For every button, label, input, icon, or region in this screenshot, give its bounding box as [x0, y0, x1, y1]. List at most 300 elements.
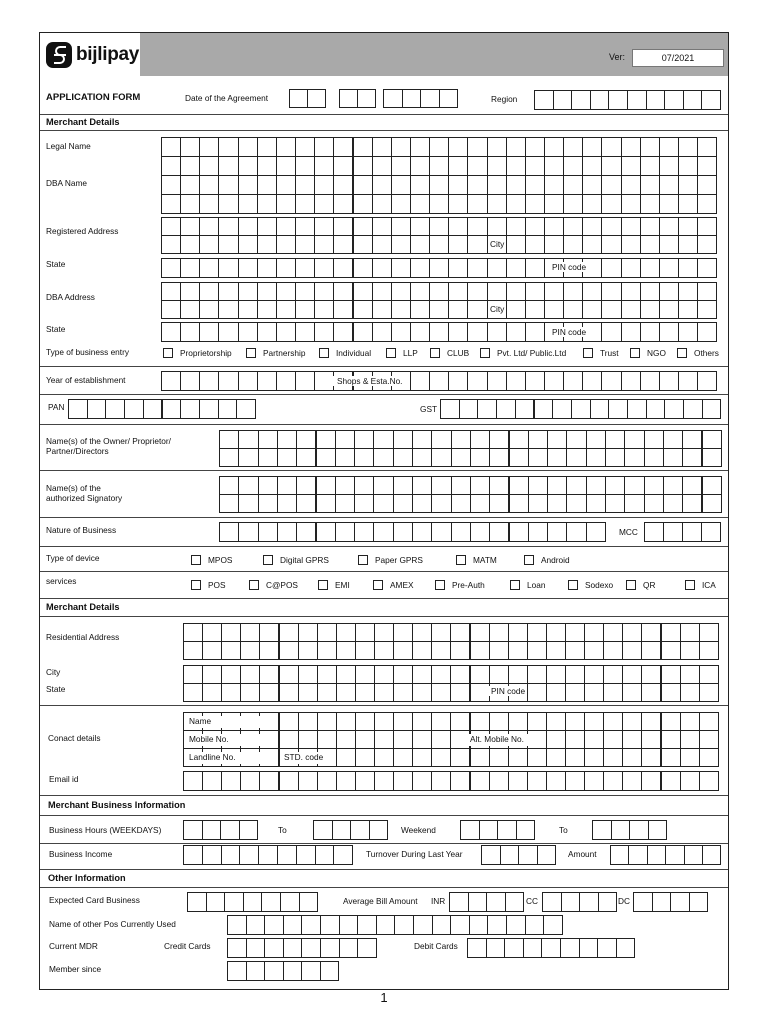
char-box[interactable] — [429, 156, 449, 176]
char-box[interactable] — [586, 430, 606, 449]
char-box[interactable] — [566, 476, 586, 495]
char-box[interactable] — [565, 712, 585, 731]
char-box[interactable] — [646, 399, 666, 419]
char-box[interactable] — [301, 938, 321, 958]
char-box[interactable] — [238, 175, 258, 195]
char-box[interactable] — [506, 175, 526, 195]
char-box[interactable] — [202, 771, 222, 791]
checkbox[interactable] — [358, 555, 368, 565]
char-box[interactable] — [571, 90, 591, 110]
char-box[interactable] — [161, 156, 181, 176]
char-box[interactable] — [410, 258, 430, 278]
char-box[interactable] — [276, 322, 296, 342]
char-box[interactable] — [641, 730, 661, 749]
char-box[interactable] — [664, 399, 684, 419]
char-box[interactable] — [333, 300, 353, 319]
char-box[interactable] — [470, 494, 490, 513]
char-box[interactable] — [699, 641, 719, 660]
other-pos-field[interactable] — [227, 915, 562, 934]
char-box[interactable] — [504, 938, 524, 958]
char-box[interactable] — [525, 300, 545, 319]
char-box[interactable] — [180, 322, 200, 342]
char-box[interactable] — [547, 430, 567, 449]
checkbox[interactable] — [456, 555, 466, 565]
char-box[interactable] — [276, 282, 296, 301]
char-box[interactable] — [563, 235, 583, 254]
turnover-field[interactable] — [481, 845, 555, 864]
char-box[interactable] — [357, 915, 377, 935]
char-box[interactable] — [277, 522, 297, 542]
char-box[interactable] — [547, 494, 567, 513]
char-box[interactable] — [180, 258, 200, 278]
char-box[interactable] — [621, 194, 641, 214]
char-box[interactable] — [218, 194, 238, 214]
char-box[interactable] — [644, 494, 664, 513]
checkbox[interactable] — [568, 580, 578, 590]
char-box[interactable] — [608, 399, 628, 419]
char-box[interactable] — [412, 771, 432, 791]
char-box[interactable] — [257, 137, 277, 157]
char-box[interactable] — [259, 641, 279, 660]
char-box[interactable] — [448, 300, 468, 319]
dba-address-field[interactable] — [161, 282, 716, 318]
char-box[interactable] — [314, 282, 334, 301]
char-box[interactable] — [355, 748, 375, 767]
char-box[interactable] — [316, 494, 336, 513]
char-box[interactable] — [143, 399, 163, 419]
char-box[interactable] — [467, 137, 487, 157]
char-box[interactable] — [431, 494, 451, 513]
char-box[interactable] — [470, 683, 490, 702]
char-box[interactable] — [429, 194, 449, 214]
char-box[interactable] — [431, 683, 451, 702]
char-box[interactable] — [238, 156, 258, 176]
char-box[interactable] — [527, 665, 547, 684]
char-box[interactable] — [621, 217, 641, 236]
char-box[interactable] — [183, 820, 203, 840]
char-box[interactable] — [218, 235, 238, 254]
char-box[interactable] — [544, 137, 564, 157]
char-box[interactable] — [508, 748, 528, 767]
char-box[interactable] — [391, 194, 411, 214]
email-field[interactable] — [183, 771, 718, 790]
char-box[interactable] — [467, 258, 487, 278]
char-box[interactable] — [537, 845, 557, 865]
char-box[interactable] — [354, 448, 374, 467]
char-box[interactable] — [353, 235, 373, 254]
char-box[interactable] — [220, 820, 240, 840]
char-box[interactable] — [496, 399, 516, 419]
char-box[interactable] — [316, 448, 336, 467]
char-box[interactable] — [699, 665, 719, 684]
char-box[interactable] — [509, 476, 529, 495]
char-box[interactable] — [640, 156, 660, 176]
char-box[interactable] — [354, 476, 374, 495]
char-box[interactable] — [180, 235, 200, 254]
char-box[interactable] — [479, 820, 499, 840]
char-box[interactable] — [582, 282, 602, 301]
char-box[interactable] — [487, 156, 507, 176]
char-box[interactable] — [489, 448, 509, 467]
char-box[interactable] — [277, 845, 297, 865]
char-box[interactable] — [467, 938, 487, 958]
char-box[interactable] — [180, 300, 200, 319]
char-box[interactable] — [702, 494, 722, 513]
char-box[interactable] — [565, 730, 585, 749]
char-box[interactable] — [622, 665, 642, 684]
char-box[interactable] — [546, 683, 566, 702]
char-box[interactable] — [354, 494, 374, 513]
residential-address-field[interactable] — [183, 623, 718, 659]
char-box[interactable] — [497, 820, 517, 840]
checkbox[interactable] — [685, 580, 695, 590]
char-box[interactable] — [627, 399, 647, 419]
char-box[interactable] — [280, 892, 300, 912]
char-box[interactable] — [257, 194, 277, 214]
char-box[interactable] — [335, 430, 355, 449]
char-box[interactable] — [608, 90, 628, 110]
char-box[interactable] — [451, 522, 471, 542]
char-box[interactable] — [412, 641, 432, 660]
char-box[interactable] — [372, 156, 392, 176]
char-box[interactable] — [373, 430, 393, 449]
char-box[interactable] — [374, 748, 394, 767]
char-box[interactable] — [246, 915, 266, 935]
char-box[interactable] — [525, 371, 545, 391]
char-box[interactable] — [412, 494, 432, 513]
char-box[interactable] — [440, 399, 460, 419]
char-box[interactable] — [544, 300, 564, 319]
char-box[interactable] — [429, 300, 449, 319]
char-box[interactable] — [470, 623, 490, 642]
char-box[interactable] — [601, 322, 621, 342]
char-box[interactable] — [489, 494, 509, 513]
char-box[interactable] — [470, 748, 490, 767]
char-box[interactable] — [448, 175, 468, 195]
char-box[interactable] — [486, 892, 506, 912]
char-box[interactable] — [402, 89, 422, 108]
char-box[interactable] — [393, 522, 413, 542]
char-box[interactable] — [470, 641, 490, 660]
char-box[interactable] — [393, 623, 413, 642]
char-box[interactable] — [500, 845, 520, 865]
char-box[interactable] — [355, 712, 375, 731]
char-box[interactable] — [239, 845, 259, 865]
char-box[interactable] — [314, 217, 334, 236]
char-box[interactable] — [682, 494, 702, 513]
char-box[interactable] — [314, 371, 334, 391]
char-box[interactable] — [227, 961, 247, 981]
char-box[interactable] — [431, 748, 451, 767]
checkbox[interactable] — [435, 580, 445, 590]
char-box[interactable] — [661, 641, 681, 660]
char-box[interactable] — [487, 282, 507, 301]
char-box[interactable] — [221, 623, 241, 642]
char-box[interactable] — [534, 399, 554, 419]
char-box[interactable] — [579, 892, 599, 912]
char-box[interactable] — [448, 194, 468, 214]
char-box[interactable] — [283, 961, 303, 981]
char-box[interactable] — [565, 748, 585, 767]
char-box[interactable] — [283, 938, 303, 958]
char-box[interactable] — [295, 322, 315, 342]
char-box[interactable] — [180, 137, 200, 157]
char-box[interactable] — [316, 476, 336, 495]
char-box[interactable] — [199, 322, 219, 342]
char-box[interactable] — [199, 175, 219, 195]
checkbox[interactable] — [191, 555, 201, 565]
char-box[interactable] — [544, 371, 564, 391]
char-box[interactable] — [678, 194, 698, 214]
char-box[interactable] — [680, 712, 700, 731]
business-hours-to-field[interactable] — [313, 820, 387, 839]
char-box[interactable] — [487, 258, 507, 278]
char-box[interactable] — [299, 892, 319, 912]
char-box[interactable] — [470, 448, 490, 467]
char-box[interactable] — [582, 235, 602, 254]
char-box[interactable] — [355, 665, 375, 684]
char-box[interactable] — [450, 771, 470, 791]
char-box[interactable] — [699, 712, 719, 731]
char-box[interactable] — [317, 712, 337, 731]
char-box[interactable] — [227, 938, 247, 958]
char-box[interactable] — [678, 258, 698, 278]
char-box[interactable] — [523, 938, 543, 958]
char-box[interactable] — [597, 938, 617, 958]
char-box[interactable] — [527, 771, 547, 791]
char-box[interactable] — [621, 322, 641, 342]
checkbox[interactable] — [626, 580, 636, 590]
char-box[interactable] — [412, 448, 432, 467]
char-box[interactable] — [333, 175, 353, 195]
char-box[interactable] — [354, 522, 374, 542]
char-box[interactable] — [683, 399, 703, 419]
char-box[interactable] — [652, 892, 672, 912]
char-box[interactable] — [546, 623, 566, 642]
char-box[interactable] — [697, 371, 717, 391]
char-box[interactable] — [432, 915, 452, 935]
avg-bill-cc-field[interactable] — [542, 892, 616, 911]
registered-state-field[interactable] — [161, 258, 716, 277]
char-box[interactable] — [582, 137, 602, 157]
char-box[interactable] — [429, 371, 449, 391]
char-box[interactable] — [374, 730, 394, 749]
char-box[interactable] — [528, 494, 548, 513]
char-box[interactable] — [663, 476, 683, 495]
char-box[interactable] — [355, 683, 375, 702]
char-box[interactable] — [320, 915, 340, 935]
char-box[interactable] — [470, 665, 490, 684]
char-box[interactable] — [525, 915, 545, 935]
char-box[interactable] — [161, 300, 181, 319]
char-box[interactable] — [183, 845, 203, 865]
char-box[interactable] — [391, 322, 411, 342]
char-box[interactable] — [374, 623, 394, 642]
char-box[interactable] — [161, 322, 181, 342]
char-box[interactable] — [469, 915, 489, 935]
char-box[interactable] — [393, 712, 413, 731]
char-box[interactable] — [689, 892, 709, 912]
char-box[interactable] — [565, 665, 585, 684]
char-box[interactable] — [641, 641, 661, 660]
char-box[interactable] — [298, 683, 318, 702]
char-box[interactable] — [339, 89, 358, 108]
char-box[interactable] — [314, 194, 334, 214]
char-box[interactable] — [489, 522, 509, 542]
char-box[interactable] — [467, 282, 487, 301]
char-box[interactable] — [376, 915, 396, 935]
char-box[interactable] — [659, 194, 679, 214]
char-box[interactable] — [240, 665, 260, 684]
char-box[interactable] — [544, 235, 564, 254]
char-box[interactable] — [336, 771, 356, 791]
char-box[interactable] — [641, 771, 661, 791]
char-box[interactable] — [641, 748, 661, 767]
char-box[interactable] — [315, 845, 335, 865]
char-box[interactable] — [221, 683, 241, 702]
char-box[interactable] — [246, 961, 266, 981]
char-box[interactable] — [279, 641, 299, 660]
char-box[interactable] — [563, 371, 583, 391]
char-box[interactable] — [682, 522, 702, 542]
char-box[interactable] — [124, 399, 144, 419]
char-box[interactable] — [243, 892, 263, 912]
char-box[interactable] — [429, 235, 449, 254]
char-box[interactable] — [355, 623, 375, 642]
char-box[interactable] — [391, 235, 411, 254]
char-box[interactable] — [601, 300, 621, 319]
char-box[interactable] — [467, 217, 487, 236]
char-box[interactable] — [314, 175, 334, 195]
char-box[interactable] — [333, 156, 353, 176]
char-box[interactable] — [372, 235, 392, 254]
char-box[interactable] — [336, 683, 356, 702]
char-box[interactable] — [431, 522, 451, 542]
char-box[interactable] — [664, 90, 684, 110]
char-box[interactable] — [611, 820, 631, 840]
char-box[interactable] — [391, 282, 411, 301]
char-box[interactable] — [571, 399, 591, 419]
char-box[interactable] — [699, 748, 719, 767]
char-box[interactable] — [665, 845, 684, 865]
char-box[interactable] — [702, 845, 721, 865]
char-box[interactable] — [582, 371, 602, 391]
char-box[interactable] — [508, 641, 528, 660]
char-box[interactable] — [259, 771, 279, 791]
char-box[interactable] — [277, 494, 297, 513]
char-box[interactable] — [622, 641, 642, 660]
char-box[interactable] — [161, 282, 181, 301]
char-box[interactable] — [683, 90, 703, 110]
char-box[interactable] — [470, 712, 490, 731]
char-box[interactable] — [257, 258, 277, 278]
char-box[interactable] — [622, 683, 642, 702]
checkbox[interactable] — [677, 348, 687, 358]
char-box[interactable] — [566, 494, 586, 513]
char-box[interactable] — [644, 448, 664, 467]
char-box[interactable] — [547, 476, 567, 495]
char-box[interactable] — [372, 300, 392, 319]
char-box[interactable] — [298, 730, 318, 749]
char-box[interactable] — [697, 235, 717, 254]
char-box[interactable] — [640, 282, 660, 301]
char-box[interactable] — [603, 748, 623, 767]
char-box[interactable] — [393, 430, 413, 449]
char-box[interactable] — [333, 322, 353, 342]
char-box[interactable] — [314, 258, 334, 278]
char-box[interactable] — [410, 217, 430, 236]
char-box[interactable] — [295, 282, 315, 301]
char-box[interactable] — [279, 623, 299, 642]
char-box[interactable] — [448, 322, 468, 342]
char-box[interactable] — [332, 820, 352, 840]
char-box[interactable] — [460, 820, 480, 840]
char-box[interactable] — [516, 820, 536, 840]
char-box[interactable] — [219, 448, 239, 467]
char-box[interactable] — [431, 665, 451, 684]
char-box[interactable] — [621, 371, 641, 391]
char-box[interactable] — [289, 89, 308, 108]
char-box[interactable] — [605, 430, 625, 449]
char-box[interactable] — [582, 300, 602, 319]
char-box[interactable] — [339, 915, 359, 935]
char-box[interactable] — [563, 282, 583, 301]
char-box[interactable] — [544, 282, 564, 301]
char-box[interactable] — [277, 476, 297, 495]
char-box[interactable] — [218, 258, 238, 278]
char-box[interactable] — [563, 194, 583, 214]
char-box[interactable] — [240, 641, 260, 660]
char-box[interactable] — [219, 476, 239, 495]
char-box[interactable] — [410, 322, 430, 342]
char-box[interactable] — [565, 641, 585, 660]
char-box[interactable] — [413, 915, 433, 935]
char-box[interactable] — [586, 476, 606, 495]
char-box[interactable] — [161, 371, 181, 391]
char-box[interactable] — [467, 235, 487, 254]
char-box[interactable] — [448, 217, 468, 236]
char-box[interactable] — [317, 730, 337, 749]
char-box[interactable] — [238, 371, 258, 391]
char-box[interactable] — [180, 399, 200, 419]
char-box[interactable] — [659, 282, 679, 301]
char-box[interactable] — [699, 771, 719, 791]
char-box[interactable] — [296, 522, 316, 542]
char-box[interactable] — [487, 371, 507, 391]
char-box[interactable] — [238, 476, 258, 495]
char-box[interactable] — [579, 938, 599, 958]
char-box[interactable] — [582, 194, 602, 214]
char-box[interactable] — [702, 476, 722, 495]
char-box[interactable] — [221, 845, 241, 865]
char-box[interactable] — [661, 730, 681, 749]
char-box[interactable] — [661, 748, 681, 767]
char-box[interactable] — [257, 282, 277, 301]
char-box[interactable] — [218, 175, 238, 195]
char-box[interactable] — [301, 961, 321, 981]
char-box[interactable] — [336, 665, 356, 684]
owners-field[interactable] — [219, 430, 721, 466]
char-box[interactable] — [697, 156, 717, 176]
char-box[interactable] — [333, 845, 353, 865]
char-box[interactable] — [680, 730, 700, 749]
char-box[interactable] — [489, 748, 509, 767]
char-box[interactable] — [603, 641, 623, 660]
char-box[interactable] — [336, 748, 356, 767]
char-box[interactable] — [218, 282, 238, 301]
char-box[interactable] — [622, 748, 642, 767]
char-box[interactable] — [295, 137, 315, 157]
